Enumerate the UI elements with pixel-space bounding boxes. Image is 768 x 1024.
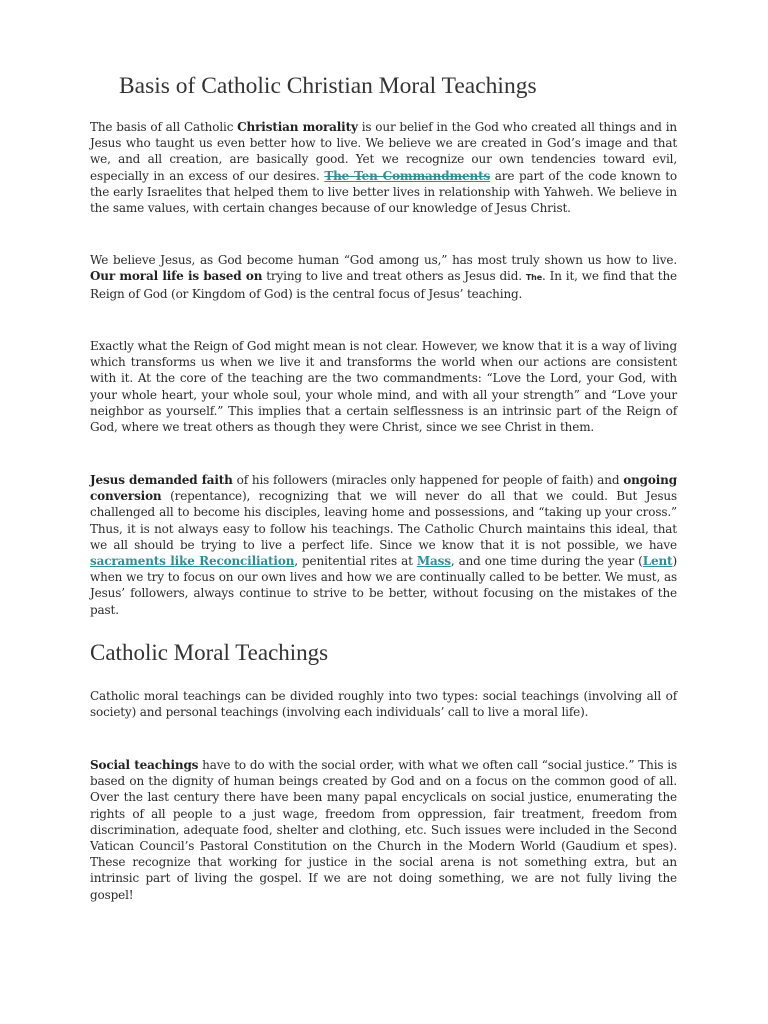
text-run: , penitential rites at: [294, 554, 417, 569]
bold-phrase-christian-morality: Christian morality: [237, 120, 358, 134]
text-run: of his followers (miracles only happened for people of faith) and: [232, 473, 624, 487]
text-run: is our belief in the God who created all things and in Jesus who taught us even better how to live. We believe we are created in God’s image and that we, and all creation, are basically good. Yet we recognize our own tendencies toward evil, especially in an excess of our desires.: [90, 120, 677, 183]
link-sacraments-reconciliation[interactable]: sacraments like Reconciliation: [90, 554, 295, 569]
paragraph-basis: [90, 119, 677, 216]
page-title: Basis of Catholic Christian Moral Teachings: [119, 73, 537, 99]
text-run: . In it, we find that the Reign of God (or Kingdom of God) is the central focus of Jesus’ teaching.: [90, 269, 677, 302]
text-run: We believe Jesus, as God become human “God among us,” has most truly shown us how to live.: [90, 253, 677, 267]
paragraph-jesus-example: [90, 252, 677, 303]
section-heading: Catholic Moral Teachings: [90, 640, 329, 665]
paragraph-faith-conversion: [90, 472, 677, 618]
bold-phrase-jesus-demanded-faith: Jesus demanded faith: [90, 473, 233, 487]
text-run: trying to live and treat others as Jesus did.: [262, 269, 526, 284]
bold-phrase-ongoing-conversion: ongoing conversion: [90, 473, 677, 504]
text-run: are part of the code known to the early Israelites that helped them to live better lives in relationship with Yahweh. We believe in the same values, with certain changes because of our knowledge of Jesus Christ.: [90, 168, 677, 216]
paragraph-two-types: [90, 688, 677, 720]
paragraph-social-teachings: [90, 757, 677, 903]
link-mass[interactable]: Mass: [416, 554, 451, 569]
link-ten-commandments[interactable]: The Ten Commandments: [324, 168, 491, 183]
bold-phrase-moral-life: Our moral life is based on: [90, 269, 263, 284]
paragraph-reign-of-god: [90, 338, 677, 435]
text-run: The basis of all Catholic: [90, 120, 238, 134]
text-run: ) when we try to focus on our own lives and how we are continually called to be better. We must, as Jesus’ followers, always continue to strive to be better, without focusing on the mistakes of the past.: [90, 554, 677, 617]
small-text-the: The: [525, 273, 543, 283]
text-run: , and one time during the year (: [450, 554, 643, 569]
link-lent[interactable]: Lent: [642, 554, 673, 569]
text-run: (repentance), recognizing that we will never do all that we could. But Jesus challenged all to become his disciples, leaving home and possessions, and “taking up your cross.” Thus, it is not always easy to follow his teachings. The Catholic Church maintains this ideal, that we all should be trying to live a perfect life. Since we know that it is not possible, we have: [90, 489, 677, 552]
text-run: Exactly what the Reign of God might mean is not clear. However, we know that it is a way of living which transforms us when we live it and transforms the world when our actions are consistent with it. At the core of the teaching are the two commandments: “Love the Lord, your God, with your whole heart, your whole soul, your whole mind, and with all your strength” and “Love your neighbor as yourself.” This implies that a certain selflessness is an intrinsic part of the Reign of God, where we treat others as though they were Christ, since we see Christ in them.: [90, 339, 677, 435]
bold-phrase-social-teachings: Social teachings: [90, 758, 199, 772]
text-run: Catholic moral teachings can be divided roughly into two types: social teachings (involving all of society) and personal teachings (involving each individuals’ call to live a moral life).: [90, 689, 677, 720]
text-run: have to do with the social order, with what we often call “social justice.” This is based on the dignity of human beings created by God and on a focus on the common good of all. Over the last century there have been many papal encyclicals on social justice, enumerating the rights of all people to a just wage, freedom from oppression, fair treatment, freedom from discrimination, adequate food, shelter and clothing, etc. Such issues were included in the Second Vatican Council’s Pastoral Constitution on the Church in the Modern World (Gaudium et spes). These recognize that working for justice in the social arena is not something extra, but an intrinsic part of living the gospel. If we are not doing something, we are not fully living the gospel!: [90, 758, 677, 902]
